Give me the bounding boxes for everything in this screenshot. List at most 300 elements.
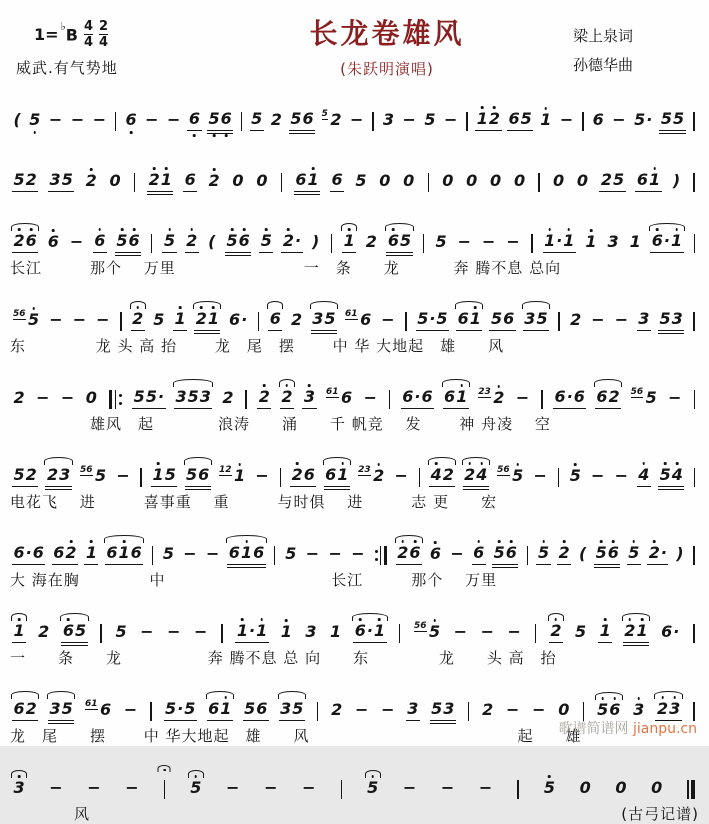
note: $^{23}$ 2	[358, 465, 385, 486]
duration-dash: −	[453, 622, 468, 642]
note: 2	[38, 622, 50, 642]
duration-dash: −	[351, 544, 365, 564]
note: 5	[153, 310, 165, 330]
duration-dash: −	[72, 310, 87, 330]
note: 2 4	[463, 466, 489, 487]
note: 0	[466, 171, 478, 191]
duration-dash: −	[668, 388, 682, 408]
music-line	[10, 441, 699, 489]
duration-dash: −	[206, 544, 220, 564]
score-line	[10, 85, 699, 133]
note: 2	[280, 388, 294, 409]
note: 2 ·	[647, 544, 668, 565]
duration-dash: −	[350, 110, 364, 130]
note: 6 1	[294, 171, 320, 192]
note: 0	[513, 171, 526, 191]
score-line	[10, 519, 699, 590]
note: 5 6	[115, 232, 141, 253]
music-line	[10, 519, 699, 567]
note: 5	[367, 778, 379, 798]
note: 2 6	[12, 232, 38, 253]
duration-dash: −	[394, 466, 408, 486]
music-line	[10, 85, 699, 133]
duration-dash: −	[614, 310, 629, 330]
barline	[692, 234, 697, 253]
barline	[515, 780, 520, 799]
note: 5	[627, 544, 641, 565]
barline	[426, 173, 431, 192]
barline	[132, 173, 137, 192]
barline	[692, 468, 697, 487]
duration-dash: −	[450, 544, 464, 564]
note: 1	[173, 310, 187, 331]
watermark-site-name: 歌谱简谱网	[558, 721, 629, 737]
duration-dash: −	[92, 110, 107, 130]
music-line	[10, 597, 699, 645]
note: 2	[549, 622, 563, 643]
grace-note: 56	[13, 309, 26, 320]
note: 6	[429, 544, 442, 564]
note: $^5$ 2	[321, 109, 342, 130]
barline	[692, 390, 697, 409]
barline	[272, 546, 277, 565]
duration-dash: −	[478, 778, 493, 798]
note: 5 3	[658, 310, 684, 331]
grace-note: 56	[630, 387, 644, 398]
note: 6	[330, 171, 344, 192]
note: 2 5	[599, 171, 625, 192]
note: 3	[302, 388, 316, 409]
note: 3 5 3	[174, 388, 212, 409]
note: 1	[629, 232, 641, 252]
note: 6 ·	[661, 622, 680, 642]
note: 5	[424, 110, 436, 130]
composer-credit: 孙德华曲	[573, 55, 634, 74]
note: 6	[472, 544, 486, 565]
header-center	[201, 12, 573, 79]
barline	[556, 468, 561, 487]
note: )	[312, 232, 320, 252]
duration-dash: −	[591, 310, 605, 330]
duration-dash: −	[355, 700, 369, 720]
note: 3 5	[523, 310, 549, 331]
note: 5	[250, 110, 264, 131]
duration-dash: −	[125, 778, 139, 798]
note: 6 · 6	[401, 388, 434, 409]
lyrics-text: 大 海在胸 中 长江 那个 万里	[10, 571, 498, 589]
lyrics-line	[10, 647, 699, 668]
note: 1 5	[151, 466, 177, 487]
note: $^{56}$ 5	[413, 621, 441, 642]
duration-dash: −	[49, 778, 63, 798]
note: 5 2	[12, 171, 38, 192]
barline	[162, 780, 167, 799]
note: 2	[208, 171, 220, 191]
watermark-site-link[interactable]: jianpu.cn	[632, 721, 697, 737]
grace-note: 12	[219, 465, 232, 476]
note: 2 ·	[281, 232, 302, 253]
lyrics-text: 长江 那个 万里 一 条 龙 奔 腾不息 总向	[10, 259, 562, 277]
barline	[149, 234, 154, 253]
barline	[239, 112, 244, 131]
note: $^{56}$ 5	[13, 309, 40, 330]
barline	[421, 234, 426, 253]
barline	[148, 702, 153, 721]
note: 2 1	[147, 171, 173, 192]
barline	[685, 780, 696, 799]
note: 1	[540, 110, 552, 130]
note: 3	[633, 700, 645, 720]
duration-dash: −	[532, 700, 546, 720]
lyricist-credit: 梁上泉词	[573, 27, 634, 45]
note: $^{23}$ 2	[478, 387, 505, 408]
barline	[113, 112, 118, 131]
note: 5 6	[207, 110, 233, 131]
duration-dash: −	[328, 544, 342, 564]
note: 2	[185, 232, 199, 253]
note: )	[676, 544, 684, 564]
note: 5 6	[225, 232, 251, 253]
notation-credit: (古弓记谱)	[621, 805, 699, 823]
barline	[339, 780, 344, 799]
note: 5	[115, 622, 127, 642]
note: $^{61}$ 6	[84, 699, 112, 720]
duration-dash: −	[123, 700, 138, 720]
barline	[464, 112, 469, 131]
duration-dash: −	[402, 110, 416, 130]
duration-dash: −	[69, 232, 84, 252]
flat-sign: ♭	[60, 20, 66, 34]
note: 6 1	[443, 388, 469, 409]
note: 2	[482, 700, 494, 720]
note: 5	[162, 544, 174, 564]
duration-dash: −	[87, 778, 101, 798]
barline	[580, 112, 585, 131]
note: 2	[570, 310, 582, 330]
note: 5 4	[658, 466, 684, 487]
lyrics-line	[10, 413, 699, 434]
note: $^{61}$ 6	[325, 387, 353, 408]
note: 6 1	[207, 700, 233, 721]
duration-dash: −	[96, 310, 110, 330]
note: 3	[13, 778, 25, 798]
barline	[525, 546, 530, 565]
duration-dash: −	[60, 388, 75, 408]
duration-dash: −	[194, 622, 208, 642]
duration-dash: −	[480, 622, 494, 642]
note: 5 ·	[634, 110, 653, 130]
duration-dash: −	[481, 232, 496, 252]
note: 1 2	[475, 110, 501, 131]
note: 6 1 6	[227, 544, 265, 565]
lyrics-line	[10, 569, 699, 590]
barline	[691, 312, 696, 331]
note: 6 · 1	[650, 232, 683, 253]
barline	[118, 312, 123, 331]
lyrics-text: 龙 尾 摆 中 华大地起 雄 风 起 雄	[10, 727, 582, 745]
note: 0	[490, 171, 502, 191]
barline	[373, 546, 390, 565]
barline	[138, 468, 143, 487]
note: 2 1	[194, 310, 220, 331]
lyrics-text: 电花飞 进 喜事重 重 与时俱 进 志 更 宏	[10, 493, 498, 511]
grace-note: 61	[84, 699, 98, 710]
note: 0	[232, 171, 244, 191]
music-line	[10, 207, 699, 255]
lyrics-line	[10, 257, 699, 278]
duration-dash: −	[145, 110, 159, 130]
score-line	[10, 441, 699, 512]
note: 5	[543, 778, 556, 798]
fermata-icon	[158, 765, 171, 772]
barline	[691, 112, 696, 131]
note: 5	[285, 544, 297, 564]
barline	[278, 468, 283, 487]
grace-note: 23	[478, 387, 491, 398]
duration-dash: −	[264, 778, 278, 798]
note: 1	[12, 622, 26, 643]
note: 3	[406, 700, 420, 721]
grace-note: 56	[413, 621, 427, 632]
note: 0	[558, 700, 570, 720]
note: 0	[579, 778, 591, 798]
note: 0	[85, 388, 97, 408]
note: 2	[365, 232, 377, 252]
music-line	[10, 753, 699, 801]
note: 5	[259, 232, 273, 253]
note: 6 2	[52, 544, 78, 565]
note: 5 6	[594, 544, 620, 565]
duration-dash: −	[70, 110, 85, 130]
duration-dash: −	[506, 232, 520, 252]
note: 3 5	[48, 171, 74, 192]
note: 1 · 1	[543, 232, 576, 253]
note: 5	[29, 110, 41, 130]
note: (	[208, 232, 216, 252]
header-left	[16, 12, 201, 79]
note: 5	[536, 544, 550, 565]
duration-dash: −	[612, 110, 626, 130]
note: 6	[93, 232, 107, 253]
duration-dash: −	[507, 622, 521, 642]
note: 3 5	[279, 700, 305, 721]
lyrics-line	[10, 491, 699, 512]
note: 5	[162, 232, 176, 253]
note: $^{12}$ 1	[219, 465, 246, 486]
note: 6 1	[324, 466, 350, 487]
note: 1	[330, 622, 342, 642]
note: (	[13, 110, 21, 130]
note: 6 2	[595, 388, 621, 409]
barline	[466, 702, 471, 721]
duration-dash: −	[559, 110, 574, 130]
duration-dash: −	[363, 388, 377, 408]
duration-dash: −	[440, 778, 455, 798]
note: 2	[257, 388, 271, 409]
note: 1	[585, 232, 597, 252]
note: 6	[183, 171, 197, 192]
score-line	[10, 597, 699, 668]
note: (	[578, 544, 587, 564]
note: 2 3	[45, 466, 71, 487]
note: 5	[190, 778, 202, 798]
note: 1	[342, 232, 356, 253]
note: 5 5	[659, 110, 685, 131]
music-line	[10, 363, 699, 411]
note: 2	[331, 700, 343, 720]
note: 3	[637, 310, 651, 331]
note: 3	[607, 232, 619, 252]
duration-dash: −	[167, 622, 181, 642]
duration-dash: −	[255, 466, 269, 486]
note: $^{56}$ 5	[79, 465, 107, 486]
note: 3 5	[311, 310, 337, 331]
note: 2	[131, 310, 145, 331]
duration-dash: −	[140, 622, 154, 642]
grace-note: 61	[325, 387, 339, 398]
note: 2	[13, 388, 25, 408]
duration-dash: −	[48, 110, 63, 130]
duration-dash: −	[402, 778, 417, 798]
duration-dash: −	[305, 544, 320, 564]
note: 1	[84, 544, 98, 565]
barline	[417, 468, 422, 487]
page-title: 长龙卷雄风	[309, 17, 465, 50]
note: 2 6	[290, 466, 316, 487]
duration-dash: −	[457, 232, 471, 252]
note: 0	[442, 171, 454, 191]
duration-dash: −	[515, 388, 530, 408]
lyrics-line	[10, 803, 699, 824]
note: $^{56}$ 5	[497, 465, 524, 486]
barline	[533, 624, 538, 643]
note: 6 · 6	[553, 388, 586, 409]
barline	[403, 312, 408, 331]
score-body	[0, 81, 709, 824]
note: 1 · 1	[235, 622, 268, 643]
barline	[107, 390, 124, 409]
note: 3	[382, 110, 394, 130]
lyrics-text: 雄风 起 浪涛 涌 千 帆竞 发 神 舟凌 空	[10, 415, 551, 433]
barline	[529, 234, 534, 253]
note: 6 · 6	[12, 544, 45, 565]
note: 5	[569, 466, 581, 486]
note: 5 6	[492, 544, 518, 565]
duration-dash: −	[381, 310, 395, 330]
header	[0, 0, 709, 81]
barline	[536, 173, 541, 192]
note: 4 2	[429, 466, 455, 487]
duration-dash: −	[36, 388, 50, 408]
duration-dash: −	[183, 544, 197, 564]
note: 2 1	[623, 622, 649, 643]
note: 0	[615, 778, 627, 798]
duration-dash: −	[443, 110, 458, 130]
grace-note: 23	[358, 465, 371, 476]
note: 6	[592, 110, 604, 130]
barline	[256, 312, 261, 331]
duration-dash: −	[381, 700, 395, 720]
note: 0	[256, 171, 268, 191]
score-line	[10, 285, 699, 356]
note: 3	[305, 622, 317, 642]
barline	[539, 390, 544, 409]
note: 5	[574, 622, 587, 642]
barline	[370, 112, 375, 131]
note: 4	[637, 466, 651, 487]
barline	[691, 546, 696, 565]
score-line	[10, 363, 699, 434]
note: 6 1	[456, 310, 482, 331]
note: 0	[576, 171, 589, 191]
barline	[691, 173, 696, 192]
duration-dash: −	[505, 700, 520, 720]
duration-dash: −	[226, 778, 240, 798]
key-signature	[16, 20, 201, 49]
grace-note: 56	[79, 465, 93, 476]
note: 5 2	[12, 466, 38, 487]
grace-note: 56	[497, 465, 510, 476]
note: 6	[187, 110, 201, 131]
duration-dash: −	[166, 110, 181, 130]
note: 6	[47, 232, 59, 252]
barline	[219, 624, 224, 643]
barline	[279, 173, 284, 192]
note: 6 ·	[229, 310, 248, 330]
note: 6 1	[635, 171, 661, 192]
note: 6	[125, 110, 137, 130]
music-line	[10, 675, 699, 723]
note: )	[672, 171, 681, 191]
note: 6 5	[61, 622, 87, 643]
key-note: B	[65, 25, 78, 45]
note: 5 · 5	[416, 310, 449, 331]
note: 6 2	[12, 700, 38, 721]
score-line	[10, 146, 699, 194]
barline	[150, 546, 155, 565]
note: 2	[290, 310, 303, 330]
barline	[387, 390, 392, 409]
note: 0	[403, 171, 415, 191]
watermark	[559, 718, 697, 738]
note: $^{61}$ 6	[345, 309, 372, 330]
music-line	[10, 146, 699, 194]
note: 6 5	[507, 110, 533, 131]
note: 2	[222, 388, 234, 408]
performer-subtitle: (朱跃明演唱)	[340, 60, 434, 78]
note: 2	[557, 544, 571, 565]
grace-note: 5	[321, 109, 328, 120]
duration-dash: −	[49, 310, 63, 330]
note: 6 · 1	[353, 622, 386, 643]
key-prefix: 1=	[34, 25, 59, 44]
note: 5 6	[243, 700, 269, 721]
note: 0	[109, 171, 121, 191]
note: 1	[280, 622, 292, 642]
note: 5 6	[185, 466, 211, 487]
note: 5	[435, 232, 447, 252]
note: 2 6	[396, 544, 422, 565]
duration-dash: −	[591, 466, 605, 486]
music-line	[10, 285, 699, 333]
note: 0	[553, 171, 565, 191]
barline	[556, 312, 561, 331]
lyrics-text: 风	[10, 805, 91, 823]
note: 0	[651, 778, 663, 798]
duration-dash: −	[302, 778, 316, 798]
note: 6 1 6	[105, 544, 143, 565]
barline	[98, 624, 103, 643]
